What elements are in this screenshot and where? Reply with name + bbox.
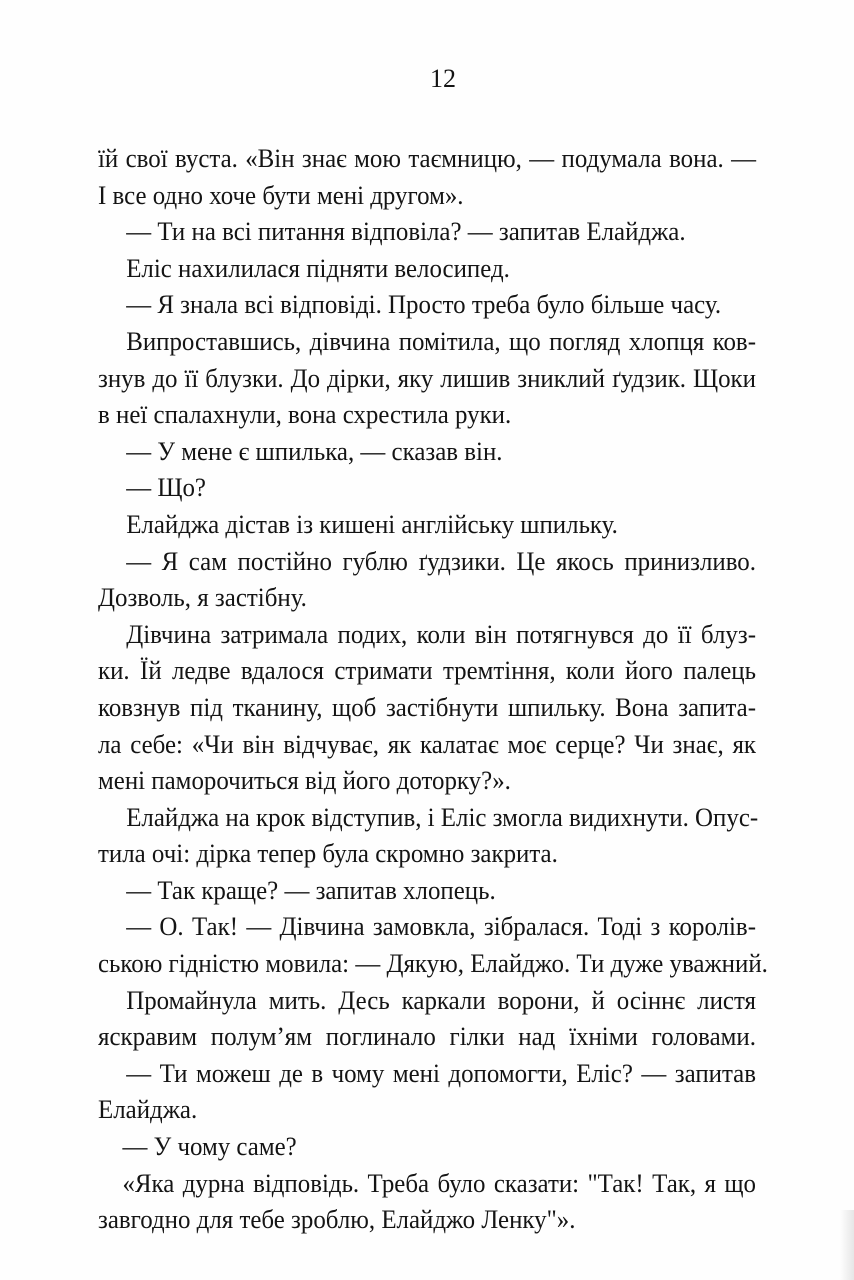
page-number: 12 [430, 64, 456, 93]
text-line: в неї спалахнули, вона схрестила руки. [98, 399, 512, 430]
text-line: — Ти можеш де в чому мені допомогти, Еліс? — запитав [126, 1057, 756, 1088]
text-line: І все одно хоче бути мені другом». [98, 179, 464, 210]
page-text [98, 140, 768, 1238]
text-line: — О. Так! — Дівчина замовкла, зібралася. Тоді з королів- [126, 911, 756, 942]
text-line: ською гідністю мовила: — Дякую, Елайджо. Ти дуже уважний. [98, 948, 768, 979]
text-line: ковзнув під тканину, щоб застібнути шпильку. Вона запита- [98, 691, 756, 722]
text-line: — У чому саме? [122, 1131, 297, 1162]
text-line: Дозволь, я застібну. [98, 582, 307, 613]
text-line: — У мене є шпилька, — сказав він. [126, 435, 503, 466]
text-line: Елайджа на крок відступив, і Еліс змогла видихнути. Опус- [126, 801, 759, 832]
text-line: знув до її блузки. До дірки, яку лишив зниклий ґудзик. Щоки [98, 362, 756, 393]
page-edge-shadow [840, 1210, 854, 1280]
text-line: — Я сам постійно гублю ґудзики. Це якось принизливо. [126, 545, 756, 576]
text-line: Елайджа. [98, 1094, 198, 1125]
text-line: — Я знала всі відповіді. Просто треба було більше часу. [126, 289, 722, 320]
text-line: Промайнула мить. Десь каркали ворони, й осіннє листя [126, 984, 756, 1015]
text-line: тила очі: дірка тепер була скромно закрита. [98, 838, 558, 869]
text-line: ла себе: «Чи він відчуває, як калатає моє серце? Чи знає, як [98, 728, 756, 759]
text-line: «Яка дурна відповідь. Треба було сказати: "Так! Так, я що [122, 1167, 756, 1198]
text-line: мені паморочиться від його доторку?». [98, 765, 511, 796]
text-line: ки. Їй ледве вдалося стримати тремтіння, коли його палець [98, 655, 756, 686]
text-line: Елайджа дістав із кишені англійську шпильку. [126, 508, 618, 539]
text-line: Еліс нахилилася підняти велосипед. [126, 252, 510, 283]
text-line: — Так краще? — запитав хлопець. [126, 874, 496, 905]
text-line: — Що? [126, 472, 206, 503]
text-line: — Ти на всі питання відповіла? — запитав Елайджа. [126, 216, 686, 247]
text-line: Випроставшись, дівчина помітила, що погляд хлопця ков- [126, 325, 756, 356]
text-line: завгодно для тебе зроблю, Елайджо Ленку"». [98, 1204, 576, 1235]
text-line: Дівчина затримала подих, коли він потягнувся до її блуз- [126, 618, 756, 649]
text-line: їй свої вуста. «Він знає мою таємницю, — подумала вона. — [98, 143, 756, 173]
text-line: яскравим полум’ям поглинало гілки над їхніми головами. [98, 1021, 756, 1052]
